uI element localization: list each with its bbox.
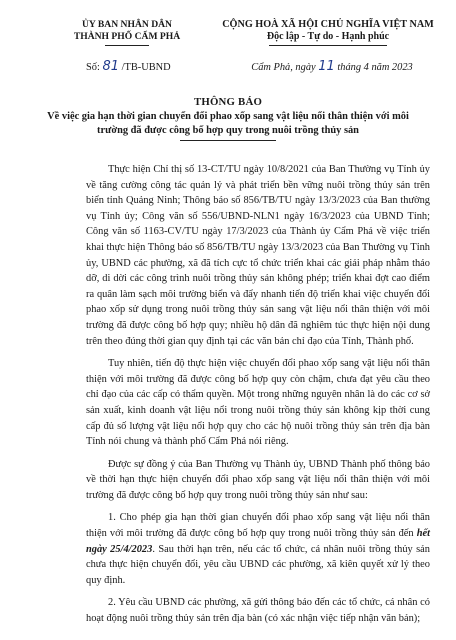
national-header [208,19,448,46]
handwritten-day: 11 [318,59,335,74]
issuing-agency [52,19,202,46]
nation-motto: Độc lập - Tự do - Hạnh phúc [266,31,390,42]
document-body [86,162,430,634]
agency-line-1: ỦY BAN NHÂN DÂN [82,19,172,30]
docno-suffix: /TB-UBND [119,62,171,73]
date-after: tháng 4 năm 2023 [334,62,413,73]
deadline-emphasis: hết ngày 25/4/2023 [86,528,430,555]
paragraph-1: Thực hiện Chỉ thị số 13-CT/TU ngày 10/8/2021 của Ban Thường vụ Tỉnh ủy về tăng cường công tác quản lý và phát triển bền vững nuôi trồng thủy sản trên biển tỉnh Quảng Ninh; Thông báo số 856/TB/TU ngày 13/3/2023 của Ban thường vụ Tỉnh ủy; Công văn số 556/UBND-NLN1 ngày 16/3/2023 của UBND Tỉnh; Công văn số 1163-CV/TU ngày 17/3/2023 của Thành ủy Cẩm Phả về việc triển khai thực hiện Thông báo số 856/TB/TU ngày 13/3/2023 của Ban Thường vụ Tỉnh ủy, UBND các phường, xã đã tích cực tổ chức triển khai các giải pháp nhằm tháo dỡ, di dời các công trình nuôi trồng thủy sản không phép; triển khai đợt cao điểm ra quân làm sạch môi trường biển và đẩy nhanh tiến độ triển khai việc chuyển đổi phao xốp sử dụng trong nuôi trồng thủy sản sang vật liệu nổi thân thiện với môi trường đã được công bố hợp quy; nhiều hộ dân đã nghiêm túc thực hiện nội dung trên theo đúng thời gian quy định tại các văn bản chỉ đạo của Tỉnh, Thành phố. [86,164,430,347]
paragraph-4-start: 1. Cho phép gia hạn thời gian chuyển đổi phao xốp sang vật liệu nổi thân thiện với môi trường đã được công bố hợp quy trong nuôi trồng thủy sản đến [86,512,430,540]
document-title: THÔNG BÁO [193,96,263,108]
docno-prefix: Số: [86,62,103,73]
paragraph-5: 2. Yêu cầu UBND các phường, xã gửi thông báo đến các tổ chức, cá nhân có hoạt động nuôi trồng thủy sản trên địa bàn (có xác nhận việc tiếp nhận văn bản); [86,597,430,625]
nation-title: CỘNG HOÀ XÃ HỘI CHỦ NGHĨA VIỆT NAM [222,19,434,30]
paragraph-3: Được sự đồng ý của Ban Thường vụ Thành ủy, UBND Thành phố thông báo về thời hạn thực hiện chuyển đổi phao xốp sang vật liệu nổi thân thiện với môi trường đã được công bố hợp quy trong nuôi trồng thủy sản như sau: [86,458,430,501]
document-number [86,60,171,75]
document-subject: Về việc gia hạn thời gian chuyển đổi phao xốp sang vật liệu nổi thân thiện với môi trường đã được công bố hợp quy trong nuôi trồng thủy sản [47,111,409,136]
date-before: Cẩm Phả, ngày [251,62,319,73]
motto-underline [269,45,387,46]
agency-line-2: THÀNH PHỐ CẨM PHẢ [73,31,181,42]
issue-date [228,60,436,75]
agency-underline [105,45,149,46]
subject-underline [180,140,276,141]
handwritten-number: 81 [102,59,120,74]
paragraph-4-end: . Sau thời hạn trên, nếu các tổ chức, cá nhân nuôi trồng thủy sản chưa thực hiện chuyển đổi, yêu cầu UBND các phường, xã kiên quyết xử lý theo quy định. [86,543,430,586]
paragraph-4 [86,510,430,588]
paragraph-2: Tuy nhiên, tiến độ thực hiện việc chuyển đổi phao xốp sang vật liệu nổi thân thiện với môi trường đã được công bố hợp quy còn chậm, chưa đạt yêu cầu theo chỉ đạo của các cấp có thẩm quyền. Một trong những nguyên nhân là do các cơ sở sản xuất, kinh doanh vật liệu nổi trong nuôi trồng thủy sản không kịp thời cung cấp đủ số lượng vật liệu nổi hợp quy cho các hộ nuôi trồng thủy sản trên địa bàn Tỉnh nói chung và thành phố Cẩm Phả nói riêng. [86,358,430,448]
